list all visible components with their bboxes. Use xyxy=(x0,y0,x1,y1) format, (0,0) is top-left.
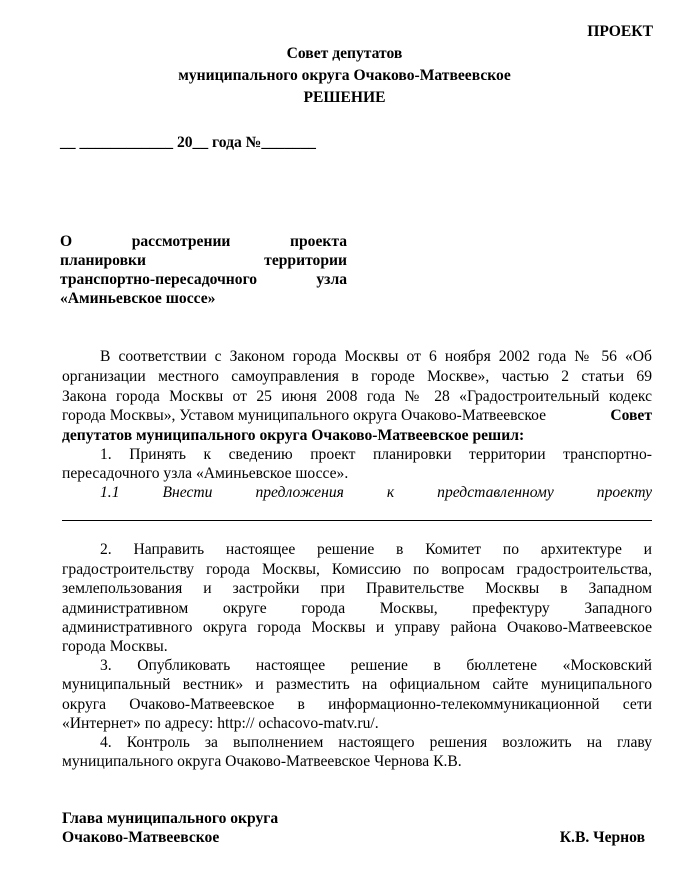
item-line: муниципального округа Очаково-Матвеевское Чернова К.В. xyxy=(62,753,462,770)
item-line: 2. Направить настоящее решение в Комитет по архитектуре и xyxy=(100,541,652,558)
preamble-bold-tail: Совет xyxy=(610,407,652,424)
signatory-title: Глава муниципального округа xyxy=(62,810,279,827)
council-title: Совет депутатов xyxy=(286,45,403,62)
preamble-line xyxy=(62,407,652,425)
item-line: 4. Контроль за выполнением настоящего решения возложить на главу xyxy=(100,734,652,751)
item-line: муниципальный вестник» и разместить на официальном сайте муниципального xyxy=(62,676,652,693)
item-line: пересадочного узла «Аминьевское шоссе». xyxy=(62,465,349,482)
signatory-title: Очаково-Матвеевское xyxy=(62,829,220,846)
item-line: округа Очаково-Матвеевское в информационно-телекоммуникационной сети xyxy=(62,696,652,713)
resolved-phrase: депутатов муниципального округа Очаково-Матвеевское решил: xyxy=(62,427,525,444)
item-line: административного округа города Москвы и управу района Очаково-Матвеевское xyxy=(62,619,652,636)
signatory-name: К.В. Чернов xyxy=(559,829,645,846)
date-number-line: __ ____________ 20__ года №_______ xyxy=(60,134,316,151)
preamble-text: города Москвы», Уставом муниципального округа Очаково-Матвеевское xyxy=(62,407,547,424)
item-line: «Интернет» по адресу: http:// ochacovo-matv.ru/. xyxy=(62,715,379,732)
item-line: города Москвы. xyxy=(62,638,168,655)
item-line: землепользования и застройки при Правительстве Москвы в Западном xyxy=(62,580,652,597)
project-label: ПРОЕКТ xyxy=(587,23,653,40)
decision-title: РЕШЕНИЕ xyxy=(303,89,386,106)
item-line: 1. Принять к сведению проект планировки территории транспортно- xyxy=(100,446,652,463)
preamble-line: Закона города Москвы от 25 июня 2008 года № 28 «Градостроительный кодекс xyxy=(62,388,652,405)
preamble-line: организации местного самоуправления в городе Москве», частью 2 статьи 69 xyxy=(62,368,652,385)
preamble-line: В соответствии с Законом города Москвы от 6 ноября 2002 года № 56 «Об xyxy=(100,348,652,365)
blank-rule xyxy=(62,520,652,521)
district-title: муниципального округа Очаково-Матвеевское xyxy=(178,67,511,84)
item-1-1: 1.1 Внести предложения к представленному проекту xyxy=(100,484,652,501)
subject-line: транспортно-пересадочного узла xyxy=(60,271,347,288)
item-line: 3. Опубликовать настоящее решение в бюллетене «Московский xyxy=(100,657,652,674)
subject-line: планировки территории xyxy=(60,252,347,269)
subject-line: О рассмотрении проекта xyxy=(60,233,347,250)
subject-line: «Аминьевское шоссе» xyxy=(60,290,216,307)
item-line: градостроительству города Москвы, Комиссию по вопросам градостроительства, xyxy=(62,561,652,578)
item-line: административном округе города Москвы, префектуру Западного xyxy=(62,600,652,617)
